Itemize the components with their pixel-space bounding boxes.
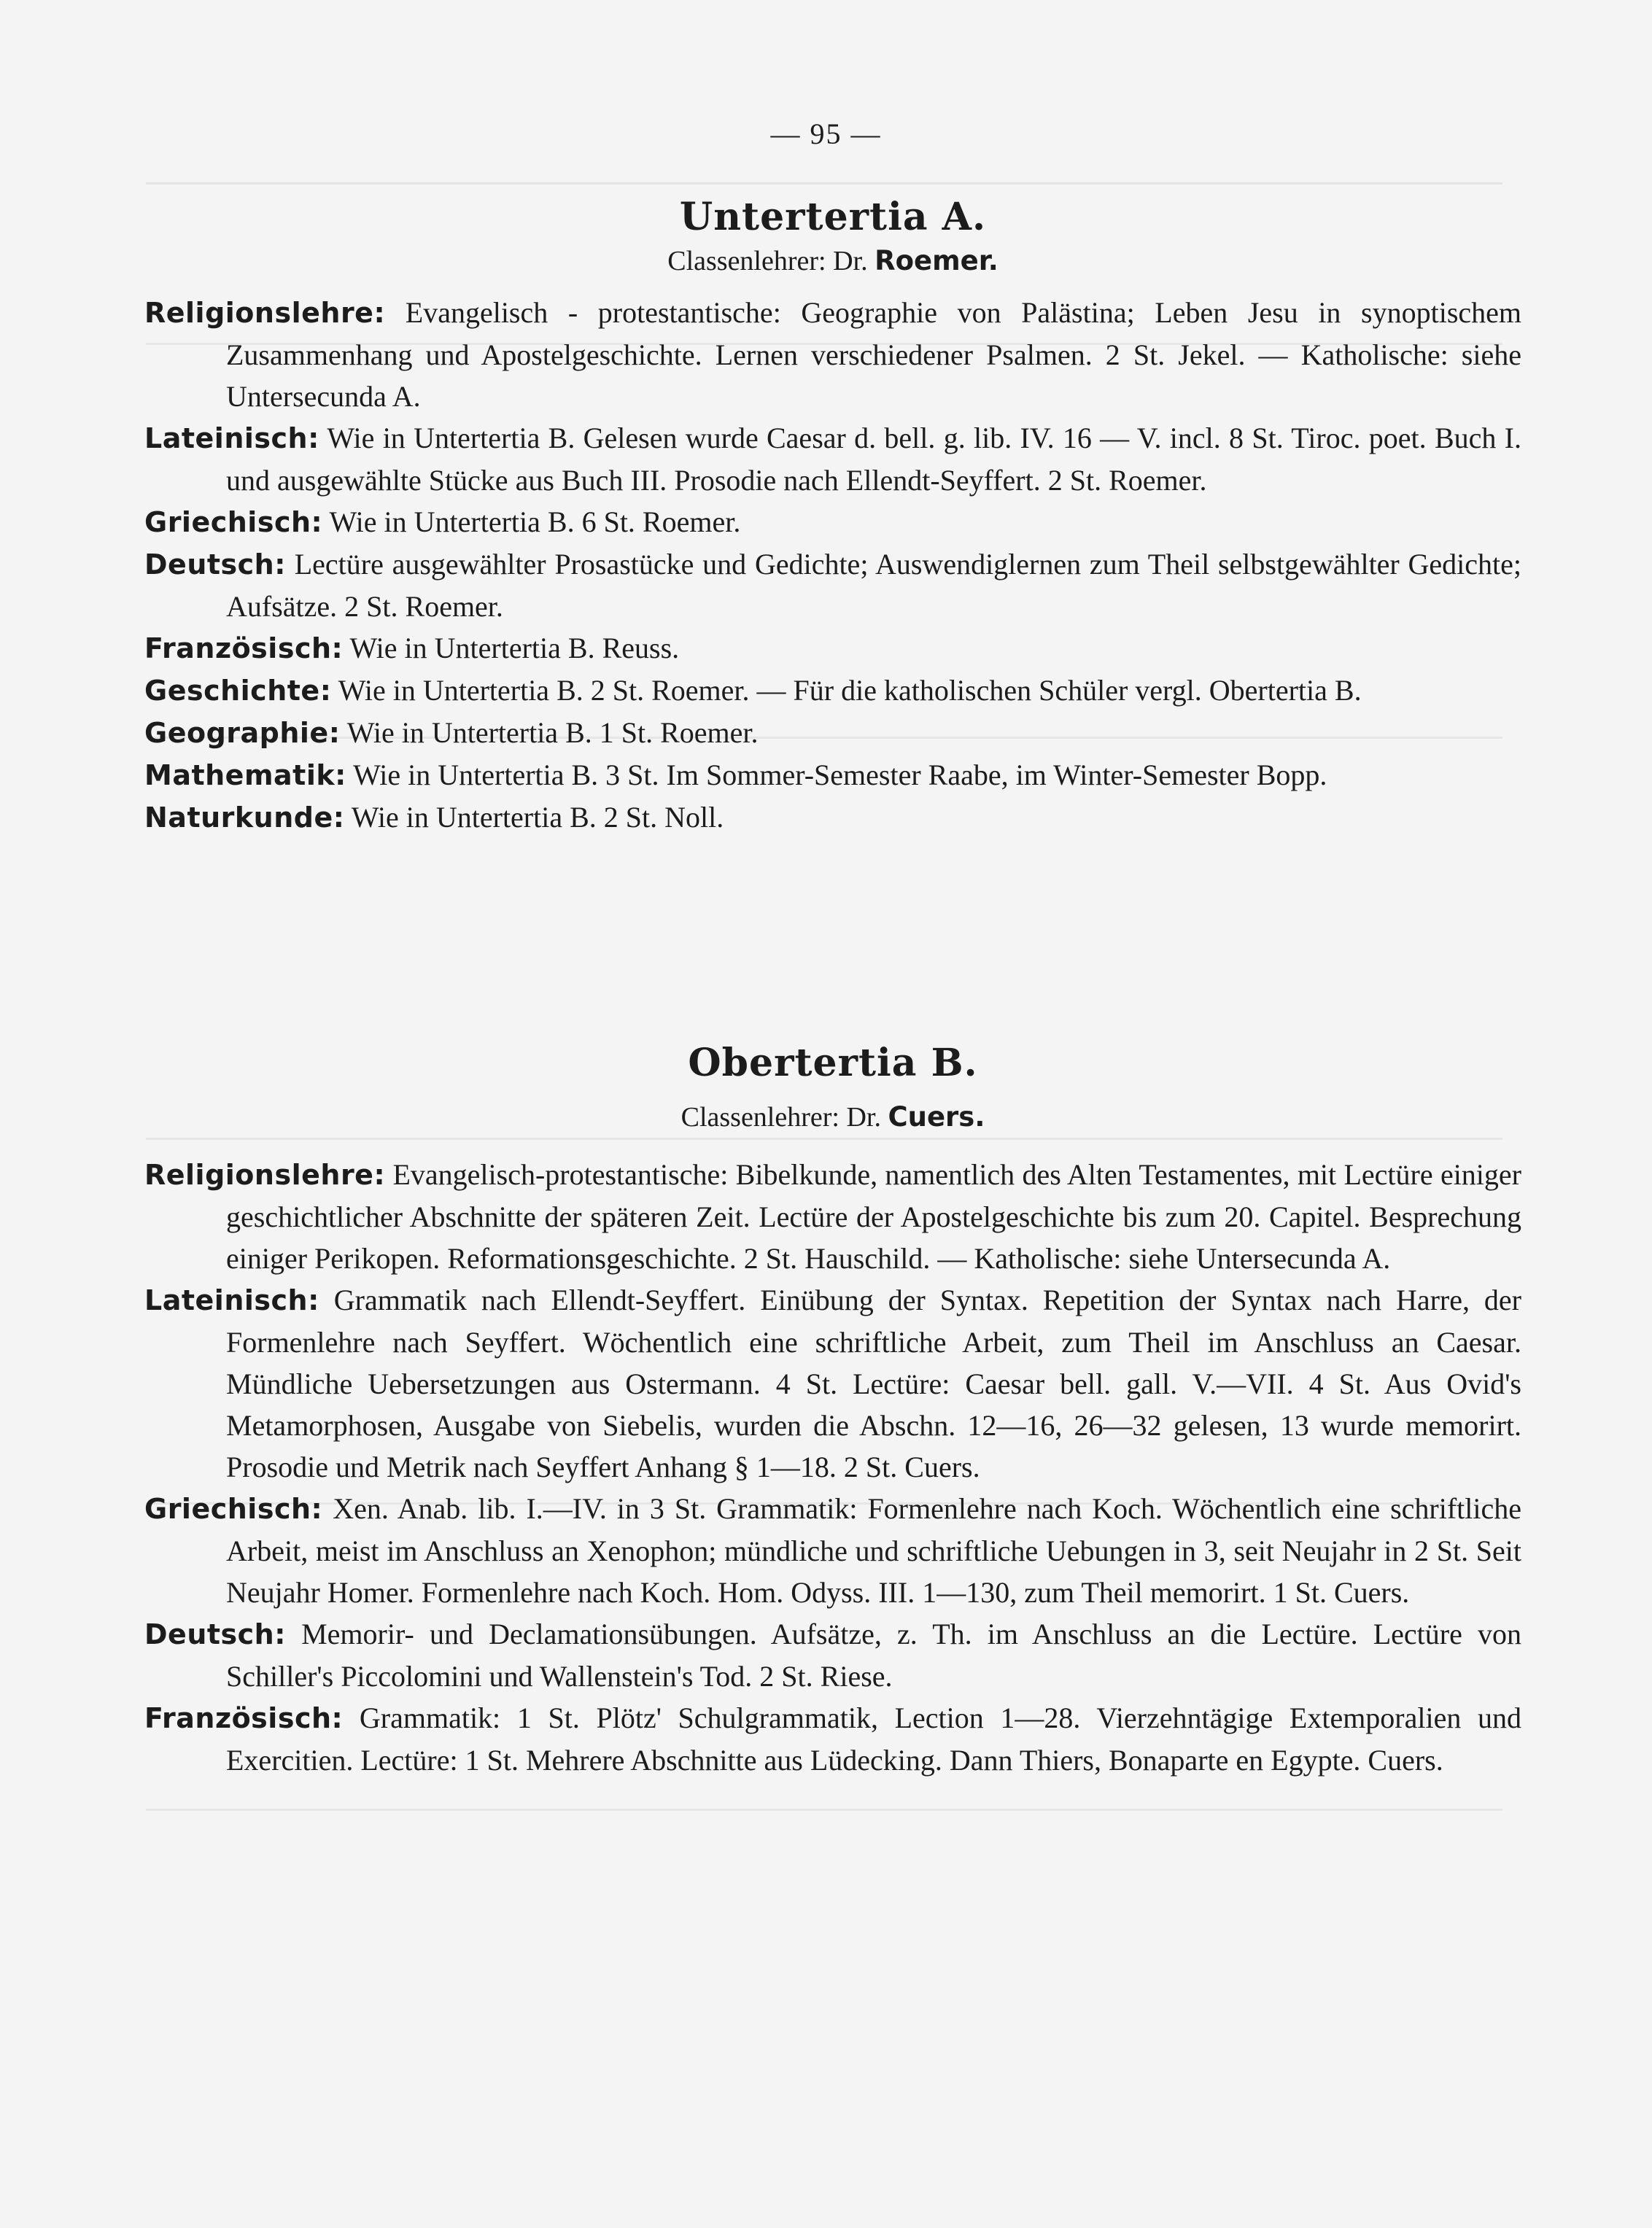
- section-untertertia-a: [144, 195, 1521, 839]
- subject-list: [144, 292, 1521, 839]
- class-teacher-line: [144, 1100, 1521, 1135]
- subject-list: [144, 1154, 1521, 1781]
- subject-name: Mathematik:: [144, 759, 346, 791]
- subject-entry: [144, 543, 1521, 627]
- section-title: Obertertia B.: [688, 1041, 978, 1085]
- page-number: — 95 —: [770, 117, 882, 150]
- subject-entry: [144, 1279, 1521, 1488]
- subject-text: Xen. Anab. lib. I.—IV. in 3 St. Grammatik: Formenlehre nach Koch. Wöchentlich eine schriftliche Arbeit, meist im Anschluss an Xenophon; mündliche und schriftliche Uebungen in 3, seit Neujahr in 2 St. Seit Neujahr Homer. Formenlehre nach Koch. Hom. Odyss. III. 1—130, zum Theil memorirt. 1 St. Cuers.: [226, 1492, 1522, 1609]
- subject-name: Französisch:: [144, 632, 344, 664]
- subject-entry: [144, 1488, 1521, 1613]
- subject-entry: [144, 796, 1521, 839]
- subject-entry: [144, 1697, 1521, 1781]
- subject-name: Naturkunde:: [144, 801, 345, 834]
- subject-entry: [144, 627, 1521, 669]
- class-teacher-name: Cuers.: [888, 1101, 985, 1133]
- subject-entry: [144, 1613, 1521, 1697]
- subject-text: Evangelisch-protestantische: Bibelkunde, namentlich des Alten Testamentes, mit Lectüre einiger geschichtlicher Abschnitte der späteren Zeit. Lectüre der Apostelgeschichte bis zum 20. Capitel. Besprechung einiger Perikopen. Reformationsgeschichte. 2 St. Hauschild. — Katholische: siehe Untersecunda A.: [226, 1158, 1521, 1275]
- class-teacher-line: [144, 244, 1521, 279]
- class-teacher-label: Classenlehrer: Dr.: [680, 1102, 881, 1133]
- class-teacher-name: Roemer.: [875, 245, 998, 276]
- subject-text: Grammatik nach Ellendt-Seyffert. Einübung der Syntax. Repetition der Syntax nach Harre, der Formenlehre nach Seyffert. Wöchentlich eine schriftliche Arbeit, zum Theil im Anschluss an Caesar. Mündliche Uebersetzungen aus Ostermann. 4 St. Lectüre: Caesar bell. gall. V.—VII. 4 St. Aus Ovid's Metamorphosen, Ausgabe von Siebelis, wurden die Abschn. 12—16, 26—32 gelesen, 13 wurde memorirt. Prosodie und Metrik nach Seyffert Anhang § 1—18. 2 St. Cuers.: [226, 1284, 1521, 1483]
- subject-text: Wie in Untertertia B. 1 St. Roemer.: [346, 716, 759, 749]
- class-teacher-label: Classenlehrer: Dr.: [667, 246, 868, 276]
- subject-text: Lectüre ausgewählter Prosastücke und Gedichte; Auswendiglernen zum Theil selbstgewählter Gedichte; Aufsätze. 2 St. Roemer.: [226, 548, 1521, 623]
- subject-text: Wie in Untertertia B. Reuss.: [349, 632, 680, 664]
- subject-name: Religionslehre:: [144, 297, 386, 329]
- subject-entry: [144, 754, 1521, 796]
- subject-entry: [144, 712, 1521, 754]
- subject-entry: [144, 417, 1521, 501]
- subject-name: Lateinisch:: [144, 1284, 319, 1316]
- subject-text: Evangelisch - protestantische: Geographie von Palästina; Leben Jesu in synoptischem Zusammenhang und Apostelgeschichte. Lernen verschiedener Psalmen. 2 St. Jekel. — Katholische: siehe Untersecunda A.: [226, 296, 1522, 413]
- subject-text: Wie in Untertertia B. Gelesen wurde Caesar d. bell. g. lib. IV. 16 — V. incl. 8 St. Tiroc. poet. Buch I. und ausgewählte Stücke aus Buch III. Prosodie nach Ellendt-Seyffert. 2 St. Roemer.: [226, 422, 1521, 497]
- subject-name: Geschichte:: [144, 675, 332, 707]
- subject-name: Religionslehre:: [144, 1159, 386, 1191]
- subject-name: Geographie:: [144, 717, 341, 749]
- subject-text: Wie in Untertertia B. 2 St. Roemer. — Für die katholischen Schüler vergl. Obertertia B.: [338, 674, 1362, 707]
- subject-entry: [144, 501, 1521, 543]
- subject-text: Memorir- und Declamationsübungen. Aufsätze, z. Th. im Anschluss an die Lectüre. Lectüre von Schiller's Piccolomini und Wallenstein's Tod. 2 St. Riese.: [226, 1618, 1522, 1693]
- subject-name: Griechisch:: [144, 1493, 323, 1525]
- subject-name: Griechisch:: [144, 506, 323, 538]
- subject-entry: [144, 1154, 1521, 1279]
- subject-name: Lateinisch:: [144, 422, 319, 454]
- subject-text: Wie in Untertertia B. 2 St. Noll.: [351, 801, 724, 834]
- section-obertertia-b: [144, 1041, 1521, 1781]
- section-title: Untertertia A.: [679, 195, 987, 239]
- subject-name: Deutsch:: [144, 548, 286, 581]
- subject-entry: [144, 669, 1521, 712]
- subject-name: Deutsch:: [144, 1618, 286, 1650]
- subject-text: Grammatik: 1 St. Plötz' Schulgrammatik, Lection 1—28. Vierzehntägige Extemporalien und Exercitien. Lectüre: 1 St. Mehrere Abschnitte aus Lüdecking. Dann Thiers, Bonaparte en Egypte. Cuers.: [226, 1701, 1522, 1777]
- subject-entry: [144, 292, 1521, 417]
- subject-text: Wie in Untertertia B. 3 St. Im Sommer-Semester Raabe, im Winter-Semester Bopp.: [353, 758, 1327, 791]
- subject-name: Französisch:: [144, 1702, 344, 1734]
- subject-text: Wie in Untertertia B. 6 St. Roemer.: [329, 505, 741, 538]
